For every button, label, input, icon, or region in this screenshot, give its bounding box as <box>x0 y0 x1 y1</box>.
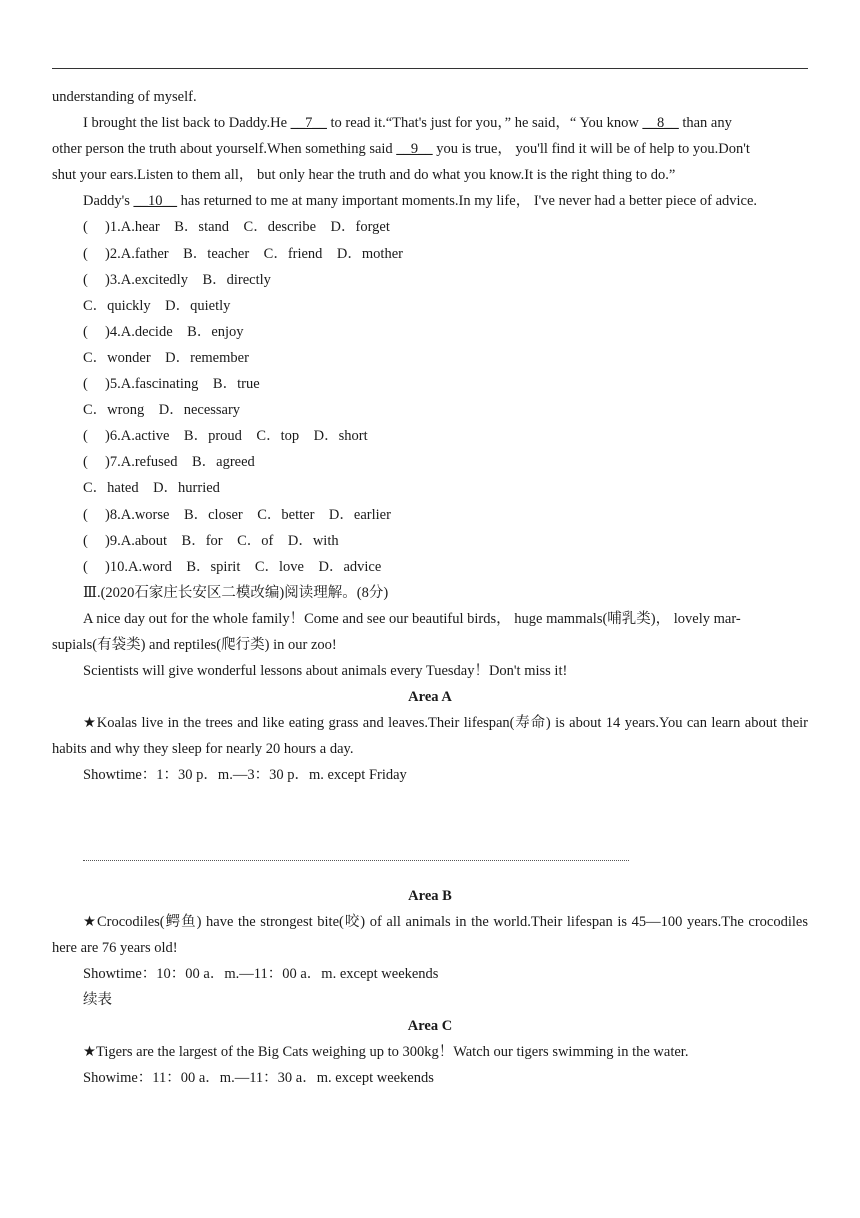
question-1 <box>52 214 808 240</box>
paren-close: ) <box>105 506 110 523</box>
question-10 <box>52 554 808 580</box>
question-3 <box>52 267 808 293</box>
area-a-showtime: Showtime：1：30 p．m.—3：30 p．m. except Friday <box>83 767 407 784</box>
paren-close: ) <box>105 428 110 445</box>
paren-close: ) <box>105 323 110 340</box>
text-run: I brought the list back to Daddy.He <box>83 115 291 132</box>
table-continued-label: 续表 <box>83 991 112 1008</box>
question-options: 2.A.father B．teacher C．friend D．mother <box>109 245 403 262</box>
answer-paren[interactable]: ( <box>83 506 88 523</box>
blank-10: __10__ <box>133 193 178 210</box>
answer-paren[interactable]: ( <box>83 376 88 393</box>
question-options: 3.A.excitedly B．directly <box>109 271 271 288</box>
paren-close: ) <box>105 245 110 262</box>
text-run: other person the truth about yourself.When something said <box>52 141 397 158</box>
question-4-options-cd: C．wonder D．remember <box>83 349 249 366</box>
paren-close: ) <box>105 271 110 288</box>
paren-close: ) <box>105 376 110 393</box>
answer-paren[interactable]: ( <box>83 323 88 340</box>
question-options: 7.A.refused B．agreed <box>109 454 255 471</box>
paren-close: ) <box>105 454 110 471</box>
passage-para3 <box>52 188 808 214</box>
text-run: Daddy's <box>83 193 134 210</box>
document-body <box>52 84 808 1091</box>
blank-7: __7__ <box>290 115 327 132</box>
answer-paren[interactable]: ( <box>83 532 88 549</box>
answer-paren[interactable]: ( <box>83 245 88 262</box>
header-rule <box>52 68 808 69</box>
answer-paren[interactable]: ( <box>83 428 88 445</box>
area-a-text: ★Koalas live in the trees and like eating grass and leaves.Their lifespan(寿命) is about 14 years.You can learn about their habits and why they sleep for nearly 20 hours a day. <box>52 715 808 758</box>
area-c-showtime: Showime：11：00 a．m.—11：30 a．m. except weekends <box>83 1070 434 1087</box>
question-list <box>52 214 808 579</box>
blank-9: __9__ <box>396 141 433 158</box>
section-3-intro-line3: Scientists will give wonderful lessons about animals every Tuesday！Don't miss it! <box>83 663 568 680</box>
text-run: you is true， you'll find it will be of help to you.Don't <box>432 141 750 158</box>
section-3-heading: Ⅲ.(2020石家庄长安区二模改编)阅读理解。(8分) <box>83 584 389 601</box>
question-6 <box>52 423 808 449</box>
question-5 <box>52 371 808 397</box>
question-options: 4.A.decide B．enjoy <box>109 323 244 340</box>
paren-close: ) <box>105 532 110 549</box>
answer-paren[interactable]: ( <box>83 454 88 471</box>
blank-8: __8__ <box>642 115 679 132</box>
passage-para2-line2 <box>52 136 808 162</box>
paren-close: ) <box>105 558 110 575</box>
question-3-options-cd: C．quickly D．quietly <box>83 297 231 314</box>
answer-paren[interactable]: ( <box>83 558 88 575</box>
question-7-options-cd: C．hated D．hurried <box>83 480 220 497</box>
area-b-showtime: Showtime：10：00 a．m.—11：00 a．m. except weekends <box>83 965 439 982</box>
area-c-title: Area C <box>407 1018 453 1034</box>
passage-para2-line1 <box>52 110 808 136</box>
question-7 <box>52 449 808 475</box>
page-gap <box>52 861 808 883</box>
page-gap <box>52 789 808 860</box>
area-a-title: Area A <box>408 689 452 706</box>
question-2 <box>52 241 808 267</box>
area-b-text: ★Crocodiles(鳄鱼) have the strongest bite(咬) of all animals in the world.Their lifespan is 45—100 years.The crocodiles here are 76 years old! <box>52 913 808 956</box>
table-split-rule <box>83 860 629 861</box>
answer-paren[interactable]: ( <box>83 271 88 288</box>
text-run: to read it.“That's just for you，” he said，“ You know <box>326 115 643 132</box>
question-4 <box>52 319 808 345</box>
paren-close: ) <box>105 219 110 236</box>
question-options: 5.A.fascinating B．true <box>109 376 260 393</box>
text-run: has returned to me at many important moments.In my life， I've never had a better piece of advice. <box>177 193 758 210</box>
answer-paren[interactable]: ( <box>83 219 88 236</box>
area-c-text: ★Tigers are the largest of the Big Cats weighing up to 300kg！Watch our tigers swimming in the water. <box>83 1044 689 1061</box>
question-8 <box>52 502 808 528</box>
passage-continuation: understanding of myself. <box>52 89 197 105</box>
question-options: 9.A.about B．for C．of D．with <box>109 532 339 549</box>
question-9 <box>52 528 808 554</box>
passage-para2-line3: shut your ears.Listen to them all， but only hear the truth and do what you know.It is the right thing to do.” <box>52 167 676 184</box>
question-options: 8.A.worse B．closer C．better D．earlier <box>109 506 391 523</box>
question-options: 6.A.active B．proud C．top D．short <box>109 428 368 445</box>
question-options: 10.A.word B．spirit C．love D．advice <box>109 558 382 575</box>
area-b-title: Area B <box>408 887 452 904</box>
question-5-options-cd: C．wrong D．necessary <box>83 402 241 419</box>
section-3-intro-line2: supials(有袋类) and reptiles(爬行类) in our zoo! <box>52 636 337 653</box>
text-run: than any <box>678 115 732 132</box>
section-3-intro-line1: A nice day out for the whole family！Come and see our beautiful birds， huge mammals(哺乳类)， lovely mar- <box>83 610 741 627</box>
question-options: 1.A.hear B．stand C．describe D．forget <box>109 219 390 236</box>
